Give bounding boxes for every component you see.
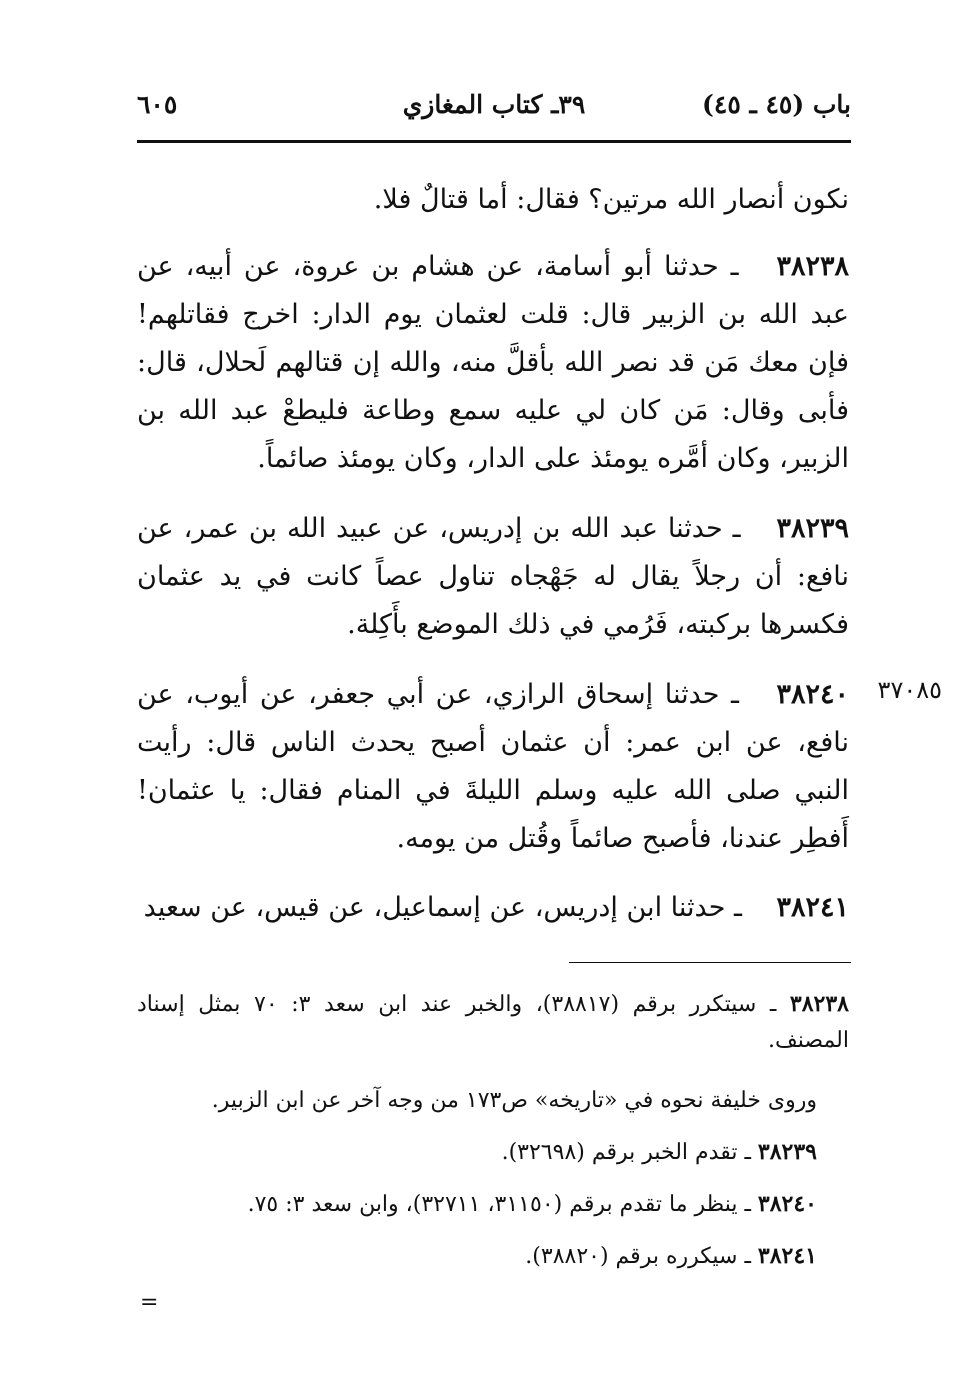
hadith-38238	[137, 243, 849, 483]
footnote-text: ـ سيكرره برقم (٣٨٨٢٠).	[525, 1244, 758, 1269]
hadith-dash: ـ	[719, 679, 751, 710]
page-number: ٦٠٥	[137, 90, 178, 119]
hadith-38240	[137, 671, 849, 863]
hadith-number: ٣٨٢٣٨	[776, 251, 849, 282]
hadith-text: حدثنا عبد الله بن إدريس، عن عبيد الله بن عمر، عن نافع: أن رجلاً يقال له جَهْجاه تناول عصاً كانت في يد عثمان فكسرها بركبته، فَرُمي في ذلك الموضع بأَكِلة.	[137, 513, 849, 640]
hadith-number: ٣٨٢٤١	[776, 892, 849, 923]
footnote	[137, 986, 849, 1059]
footnote-text: ـ ينظر ما تقدم برقم (٣١١٥٠، ٣٢٧١١)، وابن سعد ٣: ٧٥.	[247, 1192, 758, 1217]
hadith-text: حدثنا أبو أسامة، عن هشام بن عروة، عن أبيه، عن عبد الله بن الزبير قال: قلت لعثمان يوم الدار: اخرج فقاتلهم! فإن معك مَن قد نصر الله بأقلَّ منه، والله إن قتالهم لَحلال، قال: فأبى وقال: مَن كان لي عليه سمع وطاعة فليطعْ عبد الله بن الزبير، وكان أمَّره يومئذ على الدار، وكان يومئذ صائماً.	[137, 251, 849, 474]
footnote-number: ٣٨٢٣٨	[789, 991, 849, 1017]
hadith-dash: ـ	[725, 892, 751, 923]
page-header	[137, 82, 851, 132]
header-divider	[137, 140, 851, 143]
footnote-number: ٣٨٢٣٩	[757, 1139, 817, 1165]
margin-cross-reference: ٣٧٠٨٥	[877, 676, 942, 704]
continuation-text: نكون أنصار الله مرتين؟ فقال: أما قتالٌ فلا.	[373, 184, 849, 215]
footnote	[137, 1134, 817, 1171]
footnote-number: ٣٨٢٤٠	[757, 1191, 817, 1217]
footnote-number: ٣٨٢٤١	[757, 1243, 817, 1269]
book-title: ٣٩ـ كتاب المغازي	[402, 90, 586, 119]
footnote-text: ـ تقدم الخبر برقم (٣٢٦٩٨).	[501, 1140, 758, 1165]
signature-mark: =	[140, 1290, 159, 1315]
hadith-38239	[137, 505, 849, 649]
hadith-dash: ـ	[722, 513, 751, 544]
hadith-number: ٣٨٢٣٩	[776, 513, 849, 544]
footnote	[137, 1186, 817, 1223]
hadith-number: ٣٨٢٤٠	[776, 679, 850, 710]
chapter-range: باب (٤٥ ـ ٤٥)	[702, 90, 851, 119]
footnote-separator	[569, 962, 851, 963]
footnote	[137, 1238, 817, 1275]
footnote-text: وروى خليفة نحوه في «تاريخه» ص١٧٣ من وجه آخر عن ابن الزبير.	[211, 1088, 817, 1113]
hadith-dash: ـ	[718, 251, 751, 282]
hadith-text: حدثنا ابن إدريس، عن إسماعيل، عن قيس، عن سعيد	[143, 892, 726, 923]
continuation-paragraph	[137, 176, 849, 224]
footnote	[137, 1082, 817, 1119]
hadith-38241	[137, 884, 849, 932]
hadith-text: حدثنا إسحاق الرازي، عن أبي جعفر، عن أيوب، عن نافع، عن ابن عمر: أن عثمان أصبح يحدث الناس قال: رأيت النبي صلى الله عليه وسلم الليلةَ في المنام فقال: يا عثمان! أَفطِر عندنا، فأصبح صائماً وقُتل من يومه.	[137, 679, 849, 854]
footnote-text: ـ سيتكرر برقم (٣٨٨١٧)، والخبر عند ابن سعد ٣: ٧٠ بمثل إسناد المصنف.	[137, 992, 849, 1053]
